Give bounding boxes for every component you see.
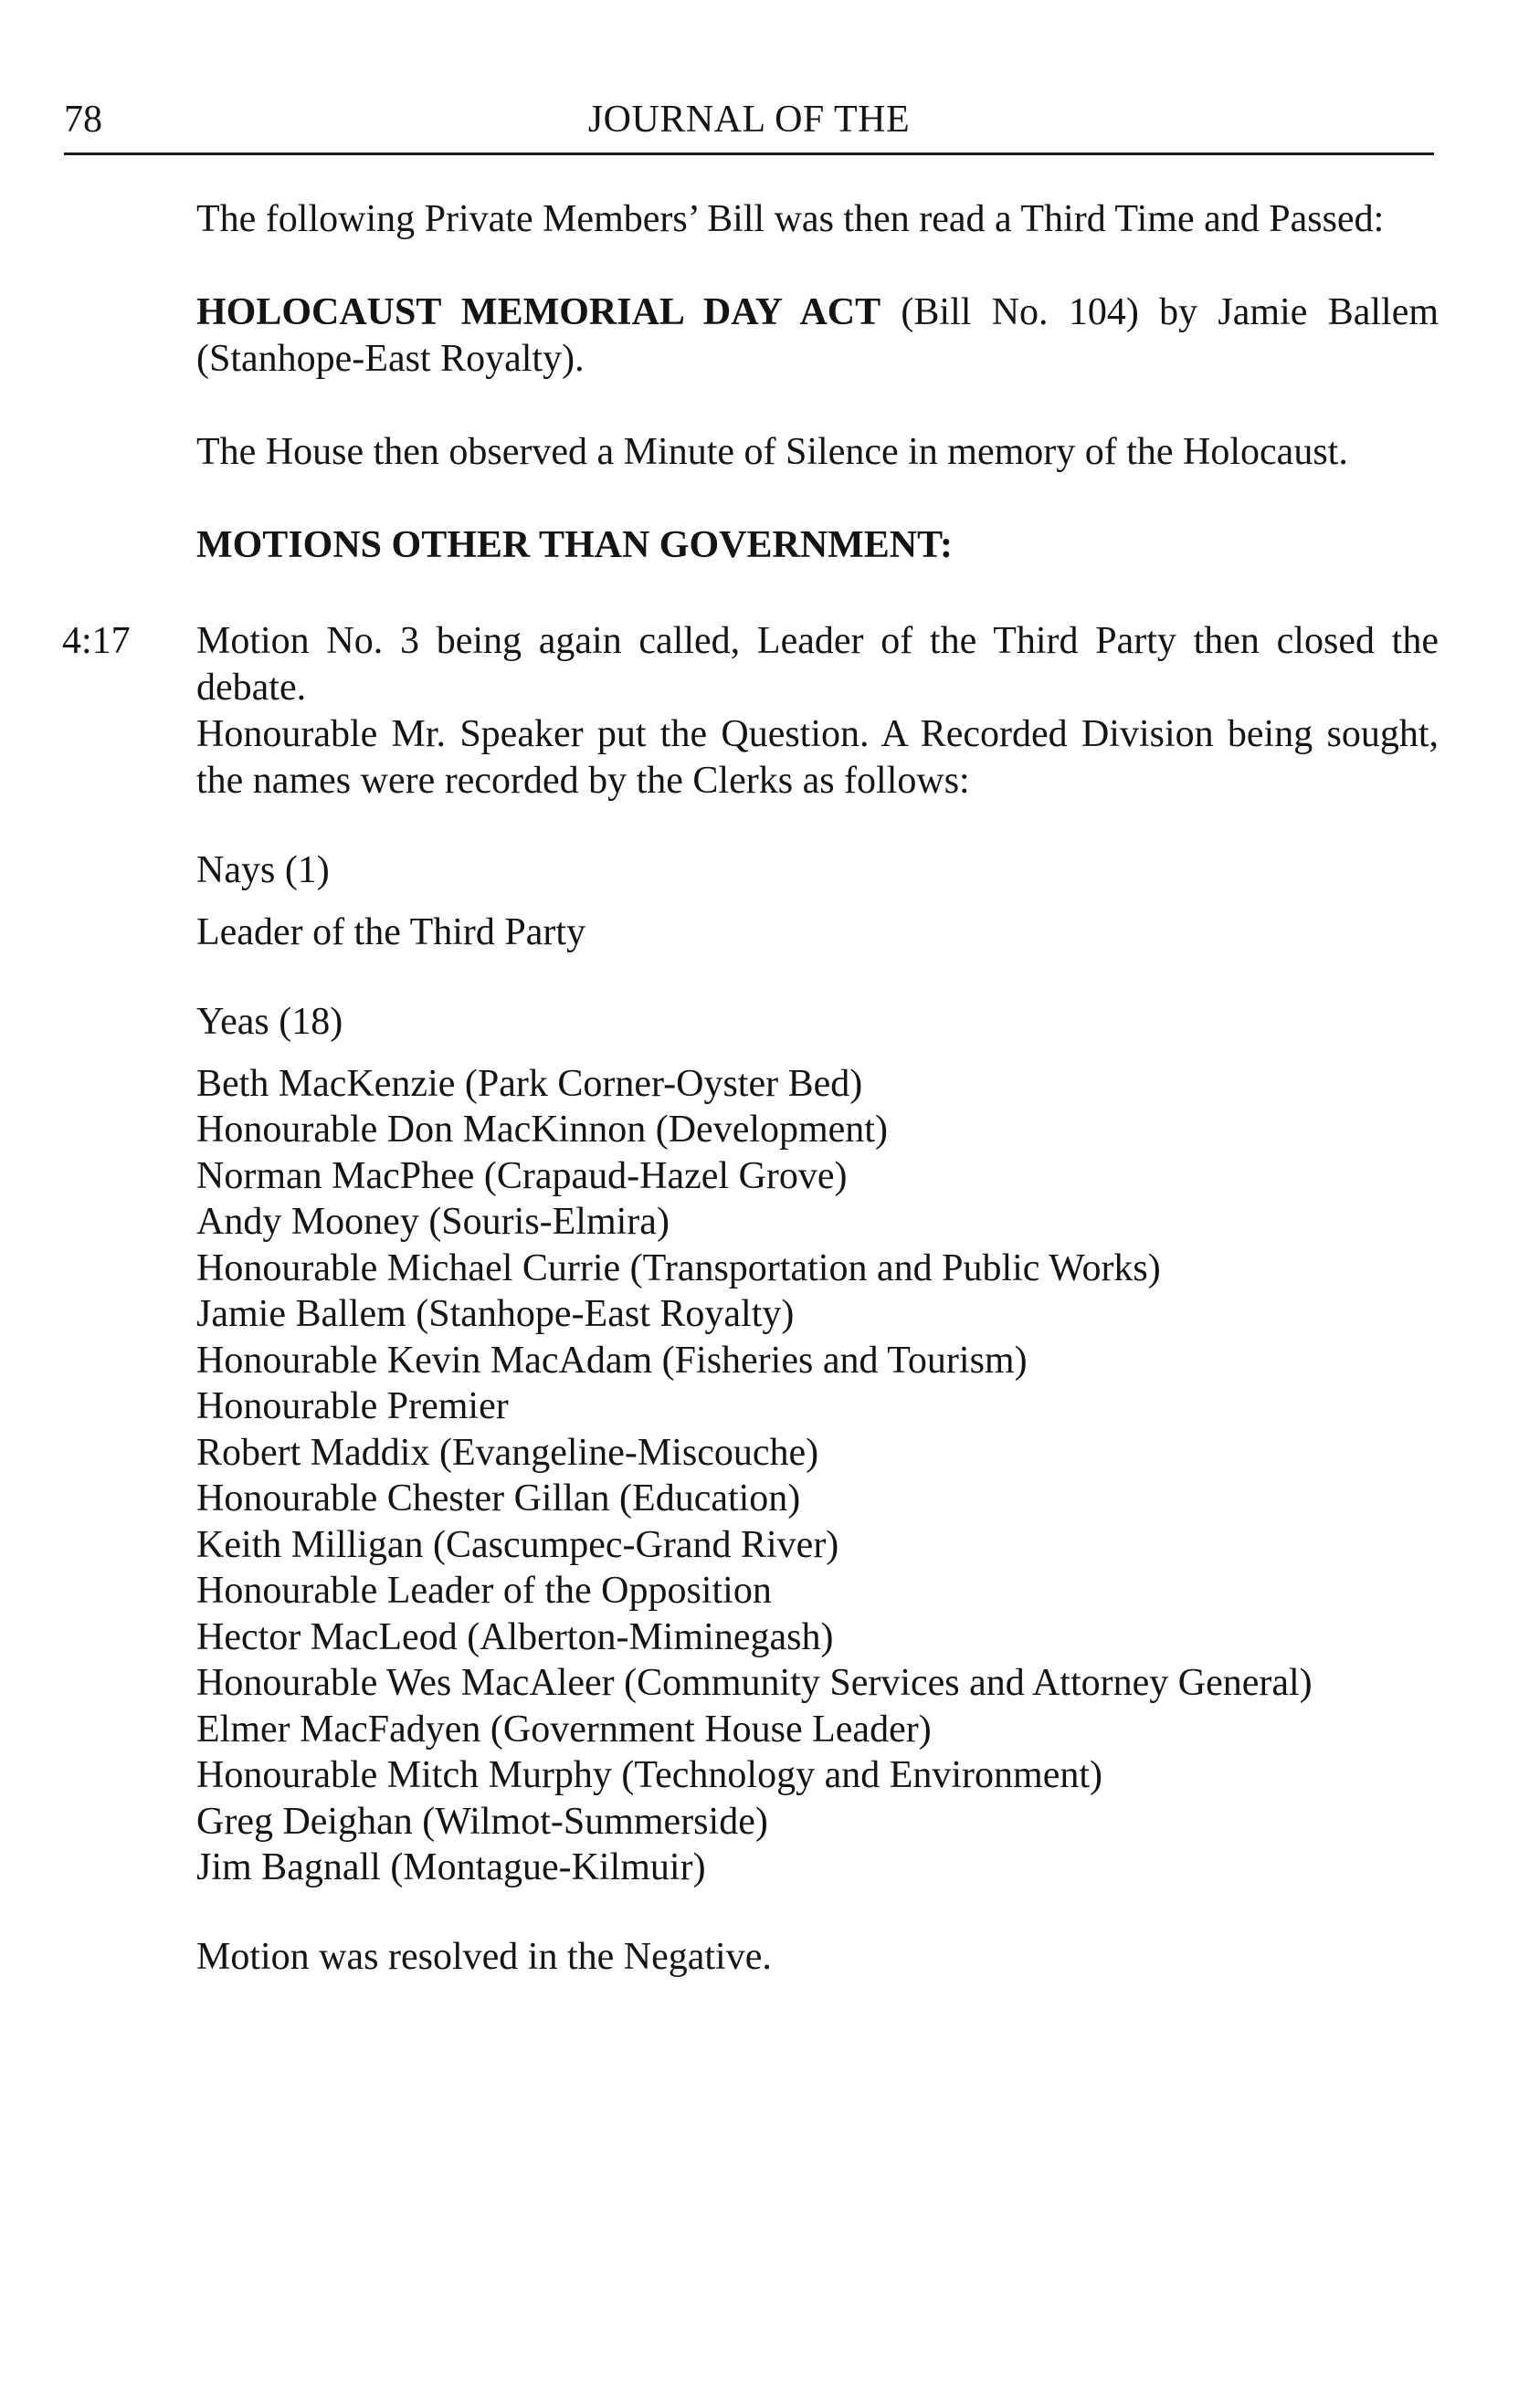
yea-name: Norman MacPhee (Crapaud-Hazel Grove) <box>196 1154 848 1197</box>
page-body <box>62 196 1439 1981</box>
bill-details: (Bill No. 104) by Jamie Ballem (Stanhope-East Royalty). <box>196 291 1439 380</box>
nay-name: Leader of the Third Party <box>196 911 586 953</box>
section-heading: MOTIONS OTHER THAN GOVERNMENT: <box>196 524 954 566</box>
yea-name: Honourable Michael Currie (Transportation and Public Works) <box>196 1246 1161 1289</box>
yea-name: Honourable Don MacKinnon (Development) <box>196 1109 888 1151</box>
yea-name: Honourable Chester Gillan (Education) <box>196 1477 801 1519</box>
motion-entry <box>62 618 1439 804</box>
yeas-block <box>196 999 1439 1891</box>
minute-of-silence: The House then observed a Minute of Silence in memory of the Holocaust. <box>196 431 1348 473</box>
yea-name: Honourable Wes MacAleer (Community Services and Attorney General) <box>196 1662 1313 1704</box>
yea-name: Jamie Ballem (Stanhope-East Royalty) <box>196 1293 795 1335</box>
yea-name: Andy Mooney (Souris-Elmira) <box>196 1201 670 1243</box>
yea-name: Robert Maddix (Evangeline-Miscouche) <box>196 1431 819 1474</box>
yeas-list <box>196 1061 1439 1891</box>
yea-name: Beth MacKenzie (Park Corner-Oyster Bed) <box>196 1062 863 1105</box>
page-header <box>64 96 1434 155</box>
bill-title: HOLOCAUST MEMORIAL DAY ACT <box>196 291 881 333</box>
motion-question: Honourable Mr. Speaker put the Question. A Recorded Division being sought, the names were recorded by the Clerks as follows: <box>196 713 1439 802</box>
yea-name: Honourable Mitch Murphy (Technology and Environment) <box>196 1754 1103 1796</box>
yea-name: Honourable Premier <box>196 1385 509 1427</box>
yea-name: Keith Milligan (Cascumpec-Grand River) <box>196 1523 839 1566</box>
yeas-heading: Yeas (18) <box>196 1000 343 1043</box>
page-number: 78 <box>64 99 102 141</box>
nays-heading: Nays (1) <box>196 849 330 891</box>
yea-name: Jim Bagnall (Montague-Kilmuir) <box>196 1846 706 1888</box>
division-result: Motion was resolved in the Negative. <box>196 1935 772 1978</box>
motion-text: Motion No. 3 being again called, Leader of the Third Party then closed the debate. <box>196 620 1439 709</box>
yea-name: Elmer MacFadyen (Government House Leader) <box>196 1708 932 1751</box>
bill-entry <box>196 289 1439 383</box>
nays-list <box>196 910 1439 956</box>
nays-block <box>196 847 1439 956</box>
yea-name: Honourable Kevin MacAdam (Fisheries and Tourism) <box>196 1339 1028 1382</box>
yea-name: Hector MacLeod (Alberton-Miminegash) <box>196 1615 834 1658</box>
yea-name: Honourable Leader of the Opposition <box>196 1570 772 1612</box>
third-reading-intro: The following Private Members’ Bill was then read a Third Time and Passed: <box>196 198 1385 240</box>
yea-name: Greg Deighan (Wilmot-Summerside) <box>196 1800 768 1843</box>
motion-time: 4:17 <box>62 620 131 662</box>
running-title: JOURNAL OF THE <box>587 99 911 141</box>
